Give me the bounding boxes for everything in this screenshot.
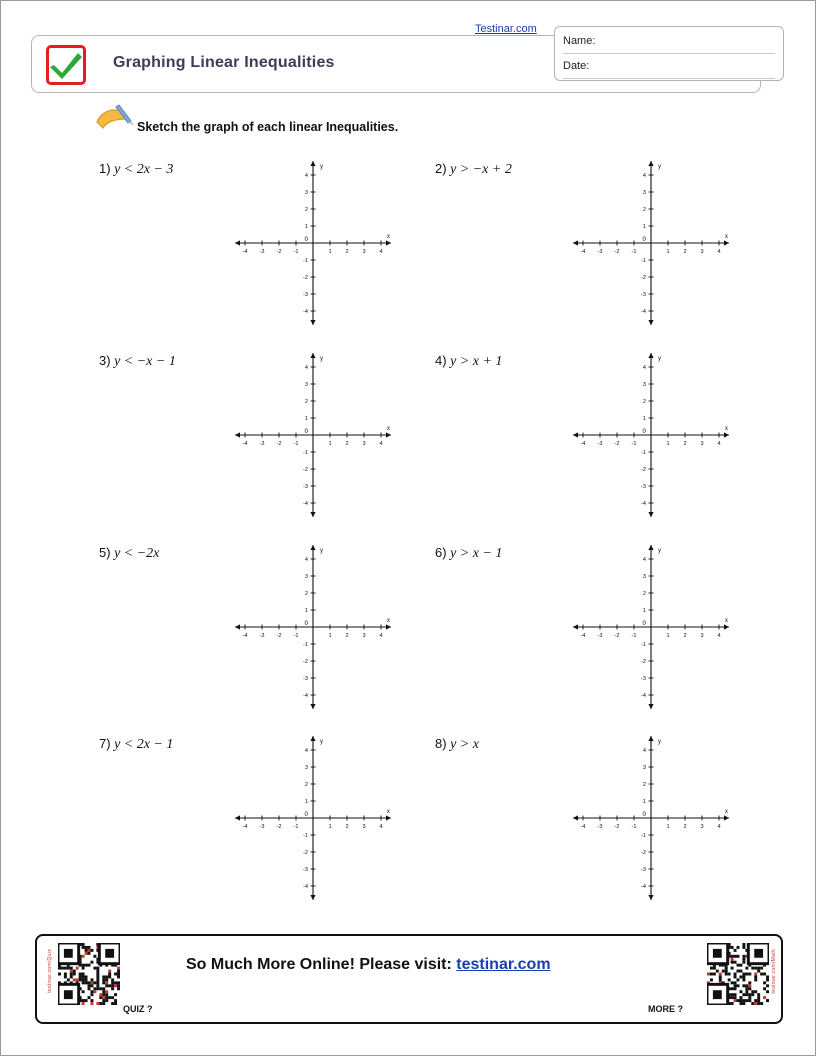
svg-text:-3: -3 [597, 441, 603, 447]
pencil-icon [95, 101, 141, 131]
svg-text:-4: -4 [580, 441, 586, 447]
svg-text:1: 1 [328, 633, 332, 639]
svg-text:0: 0 [304, 236, 308, 243]
svg-text:1: 1 [642, 416, 646, 422]
svg-text:0: 0 [642, 236, 646, 243]
svg-text:4: 4 [642, 173, 646, 179]
svg-text:-2: -2 [276, 441, 282, 447]
svg-text:1: 1 [328, 824, 332, 830]
svg-text:-4: -4 [641, 884, 646, 890]
svg-text:2: 2 [345, 249, 349, 255]
svg-text:-1: -1 [293, 824, 299, 830]
svg-text:2: 2 [683, 633, 687, 639]
svg-text:3: 3 [642, 382, 646, 388]
svg-text:y: y [320, 738, 324, 745]
svg-text:4: 4 [304, 173, 308, 179]
svg-text:x: x [724, 617, 728, 624]
svg-text:2: 2 [642, 782, 646, 788]
svg-text:-2: -2 [641, 467, 646, 473]
footer-message [186, 956, 551, 974]
svg-text:-4: -4 [303, 693, 308, 699]
page-title: Graphing Linear Inequalities [113, 54, 335, 71]
svg-text:-1: -1 [303, 833, 308, 839]
svg-text:3: 3 [642, 574, 646, 580]
problem-5-label: 5) y < −2x [99, 545, 160, 561]
svg-text:1: 1 [666, 633, 670, 639]
problem-6-graph[interactable] [567, 537, 727, 713]
problem-8-label: 8) y > x [435, 736, 479, 752]
problem-3-label: 3) y < −x − 1 [99, 353, 176, 369]
svg-text:2: 2 [683, 824, 687, 830]
footer-link[interactable]: testinar.com [456, 956, 551, 973]
problem-2-label: 2) y > −x + 2 [435, 161, 512, 177]
svg-text:-2: -2 [303, 467, 308, 473]
svg-text:-1: -1 [641, 258, 646, 264]
svg-text:2: 2 [683, 441, 687, 447]
svg-text:2: 2 [642, 591, 646, 597]
svg-text:2: 2 [304, 591, 308, 597]
svg-text:-1: -1 [293, 441, 299, 447]
svg-text:-1: -1 [641, 450, 646, 456]
svg-text:4: 4 [717, 824, 721, 830]
name-label: Name: [563, 35, 596, 47]
svg-text:-1: -1 [631, 633, 637, 639]
svg-text:2: 2 [683, 249, 687, 255]
svg-text:0: 0 [642, 620, 646, 627]
svg-text:y: y [658, 547, 662, 554]
svg-text:-2: -2 [276, 824, 282, 830]
svg-text:-3: -3 [597, 249, 603, 255]
svg-text:-2: -2 [276, 249, 282, 255]
svg-text:3: 3 [304, 190, 308, 196]
svg-text:-3: -3 [641, 292, 646, 298]
svg-text:3: 3 [362, 249, 366, 255]
problem-1-label: 1) y < 2x − 3 [99, 161, 174, 177]
svg-text:-1: -1 [631, 249, 637, 255]
svg-text:-4: -4 [580, 633, 586, 639]
svg-text:4: 4 [379, 824, 383, 830]
svg-text:4: 4 [304, 748, 308, 754]
problem-4-label: 4) y > x + 1 [435, 353, 503, 369]
svg-text:-4: -4 [242, 633, 248, 639]
svg-text:3: 3 [700, 633, 704, 639]
svg-text:1: 1 [304, 608, 308, 614]
svg-text:-3: -3 [303, 292, 308, 298]
svg-text:4: 4 [304, 557, 308, 563]
date-input-line[interactable] [563, 78, 775, 79]
svg-text:2: 2 [345, 633, 349, 639]
problem-7-label: 7) y < 2x − 1 [99, 736, 174, 752]
svg-text:-4: -4 [580, 249, 586, 255]
svg-text:-1: -1 [293, 249, 299, 255]
svg-text:3: 3 [304, 574, 308, 580]
svg-text:3: 3 [700, 824, 704, 830]
svg-text:2: 2 [642, 399, 646, 405]
svg-text:1: 1 [666, 441, 670, 447]
svg-text:-3: -3 [303, 676, 308, 682]
problem-2-graph[interactable] [567, 153, 727, 329]
svg-text:y: y [658, 738, 662, 745]
problem-7-graph[interactable] [229, 728, 389, 904]
svg-text:-3: -3 [641, 676, 646, 682]
problem-5-graph[interactable] [229, 537, 389, 713]
svg-text:-1: -1 [303, 450, 308, 456]
qr-code-quiz[interactable] [58, 943, 120, 1005]
problem-4-graph[interactable] [567, 345, 727, 521]
svg-text:1: 1 [304, 416, 308, 422]
more-label: MORE ? [648, 1004, 683, 1014]
svg-text:-4: -4 [303, 884, 308, 890]
svg-text:-4: -4 [641, 693, 646, 699]
svg-text:4: 4 [642, 748, 646, 754]
svg-text:0: 0 [304, 620, 308, 627]
svg-text:1: 1 [304, 224, 308, 230]
svg-text:4: 4 [717, 633, 721, 639]
svg-text:-1: -1 [631, 441, 637, 447]
svg-text:1: 1 [666, 824, 670, 830]
qr-left-caption: testinar.com/Quiz [47, 949, 53, 993]
svg-text:-2: -2 [641, 659, 646, 665]
svg-text:-4: -4 [242, 249, 248, 255]
svg-text:-4: -4 [303, 309, 308, 315]
instruction-text: Sketch the graph of each linear Inequalities. [137, 120, 399, 134]
name-date-box [554, 26, 784, 81]
svg-text:-4: -4 [641, 501, 646, 507]
svg-text:2: 2 [304, 399, 308, 405]
svg-text:-1: -1 [303, 642, 308, 648]
svg-text:-3: -3 [641, 484, 646, 490]
svg-text:3: 3 [700, 441, 704, 447]
name-input-line[interactable] [563, 53, 775, 54]
svg-text:-1: -1 [303, 258, 308, 264]
svg-text:0: 0 [304, 428, 308, 435]
svg-text:x: x [386, 233, 390, 240]
svg-text:-1: -1 [631, 824, 637, 830]
svg-text:-4: -4 [580, 824, 586, 830]
svg-text:-3: -3 [259, 633, 265, 639]
site-link[interactable]: Testinar.com [475, 23, 537, 35]
svg-text:-3: -3 [597, 824, 603, 830]
svg-text:-2: -2 [641, 275, 646, 281]
svg-text:1: 1 [642, 224, 646, 230]
problem-6-label: 6) y > x − 1 [435, 545, 503, 561]
svg-text:3: 3 [642, 190, 646, 196]
svg-text:-1: -1 [641, 642, 646, 648]
problem-3-graph[interactable] [229, 345, 389, 521]
svg-text:x: x [724, 233, 728, 240]
svg-text:y: y [658, 163, 662, 170]
logo-checkmark-icon [46, 45, 86, 85]
svg-text:-3: -3 [259, 824, 265, 830]
svg-text:2: 2 [345, 441, 349, 447]
svg-text:-4: -4 [303, 501, 308, 507]
svg-text:-2: -2 [614, 633, 620, 639]
svg-text:-2: -2 [641, 850, 646, 856]
footer-message-text: So Much More Online! Please visit: [186, 956, 457, 973]
svg-text:-3: -3 [259, 441, 265, 447]
svg-text:0: 0 [304, 811, 308, 818]
svg-text:4: 4 [642, 365, 646, 371]
svg-text:x: x [386, 425, 390, 432]
svg-text:3: 3 [362, 633, 366, 639]
svg-text:-3: -3 [303, 867, 308, 873]
svg-text:-3: -3 [259, 249, 265, 255]
svg-text:3: 3 [304, 765, 308, 771]
svg-text:x: x [386, 617, 390, 624]
svg-text:2: 2 [304, 207, 308, 213]
svg-text:-4: -4 [641, 309, 646, 315]
date-label: Date: [563, 60, 590, 72]
svg-text:-2: -2 [303, 275, 308, 281]
svg-text:1: 1 [328, 441, 332, 447]
svg-text:1: 1 [328, 249, 332, 255]
svg-text:-1: -1 [641, 833, 646, 839]
svg-text:3: 3 [642, 765, 646, 771]
svg-text:4: 4 [717, 249, 721, 255]
svg-text:3: 3 [700, 249, 704, 255]
svg-text:-1: -1 [293, 633, 299, 639]
svg-text:-4: -4 [242, 441, 248, 447]
svg-text:4: 4 [717, 441, 721, 447]
svg-text:4: 4 [379, 441, 383, 447]
svg-text:1: 1 [666, 249, 670, 255]
svg-text:-2: -2 [303, 850, 308, 856]
svg-text:-2: -2 [614, 824, 620, 830]
svg-text:x: x [724, 425, 728, 432]
svg-text:1: 1 [642, 799, 646, 805]
svg-text:x: x [724, 808, 728, 815]
svg-text:2: 2 [304, 782, 308, 788]
svg-text:4: 4 [379, 633, 383, 639]
qr-code-more[interactable] [707, 943, 769, 1005]
svg-text:1: 1 [642, 608, 646, 614]
svg-text:-3: -3 [597, 633, 603, 639]
svg-text:-2: -2 [303, 659, 308, 665]
problem-8-graph[interactable] [567, 728, 727, 904]
svg-text:1: 1 [304, 799, 308, 805]
svg-text:-2: -2 [614, 249, 620, 255]
problem-1-graph[interactable] [229, 153, 389, 329]
qr-right-caption: testinar.com/Math [771, 949, 777, 994]
svg-text:4: 4 [379, 249, 383, 255]
svg-text:3: 3 [304, 382, 308, 388]
quiz-label: QUIZ ? [123, 1004, 153, 1014]
svg-text:4: 4 [304, 365, 308, 371]
svg-text:-2: -2 [276, 633, 282, 639]
svg-text:-3: -3 [641, 867, 646, 873]
svg-text:-3: -3 [303, 484, 308, 490]
svg-text:4: 4 [642, 557, 646, 563]
svg-text:-2: -2 [614, 441, 620, 447]
svg-text:2: 2 [345, 824, 349, 830]
svg-text:y: y [320, 547, 324, 554]
svg-text:y: y [658, 355, 662, 362]
svg-text:-4: -4 [242, 824, 248, 830]
svg-text:0: 0 [642, 811, 646, 818]
svg-text:y: y [320, 355, 324, 362]
svg-text:y: y [320, 163, 324, 170]
svg-text:x: x [386, 808, 390, 815]
svg-text:2: 2 [642, 207, 646, 213]
svg-text:3: 3 [362, 441, 366, 447]
svg-text:0: 0 [642, 428, 646, 435]
svg-text:3: 3 [362, 824, 366, 830]
